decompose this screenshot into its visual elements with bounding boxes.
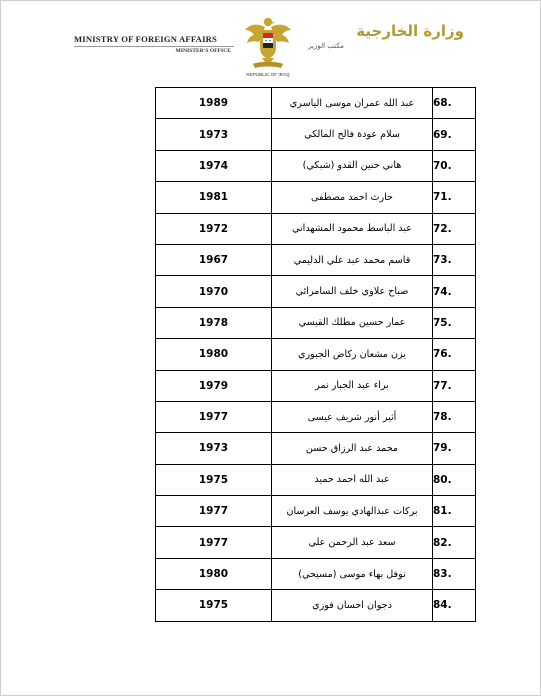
birth-year-cell: 1973 [156, 433, 272, 464]
table-row [156, 527, 476, 558]
table-row [156, 590, 476, 621]
person-name-cell: نوفل بهاء موسى (مسيحي) [272, 558, 433, 589]
row-number-cell: 81. [433, 496, 476, 527]
row-number-cell: 75. [433, 307, 476, 338]
office-name-english: MINISTER'S OFFICE [175, 48, 231, 54]
person-name-cell: عمار حسين مطلك القيسي [272, 307, 433, 338]
ministry-name-arabic: وزارة الخارجية [356, 22, 464, 40]
names-table [155, 87, 476, 622]
birth-year-cell: 1977 [156, 496, 272, 527]
row-number-cell: 84. [433, 590, 476, 621]
birth-year-cell: 1977 [156, 527, 272, 558]
person-name-cell: عبد الله احمد حميد [272, 464, 433, 495]
table-row [156, 244, 476, 275]
person-name-cell: سعد عبد الرحمن علي [272, 527, 433, 558]
birth-year-cell: 1967 [156, 244, 272, 275]
table-row [156, 370, 476, 401]
person-name-cell: يزن مشعان ركاض الجبوري [272, 339, 433, 370]
birth-year-cell: 1980 [156, 558, 272, 589]
row-number-cell: 72. [433, 213, 476, 244]
birth-year-cell: 1977 [156, 401, 272, 432]
row-number-cell: 68. [433, 88, 476, 119]
letterhead [0, 0, 541, 84]
row-number-cell: 73. [433, 244, 476, 275]
birth-year-cell: 1972 [156, 213, 272, 244]
office-name-arabic: مكتب الوزير [308, 42, 344, 50]
row-number-cell: 74. [433, 276, 476, 307]
table-row [156, 496, 476, 527]
table-row [156, 150, 476, 181]
table-row [156, 182, 476, 213]
table-row [156, 339, 476, 370]
emblem-caption: REPUBLIC OF IRAQ [246, 72, 290, 77]
birth-year-cell: 1974 [156, 150, 272, 181]
row-number-cell: 76. [433, 339, 476, 370]
table-row [156, 401, 476, 432]
birth-year-cell: 1973 [156, 119, 272, 150]
person-name-cell: قاسم محمد عبد علي الدليمي [272, 244, 433, 275]
table-row [156, 276, 476, 307]
names-table-body [156, 88, 476, 622]
table-row [156, 464, 476, 495]
birth-year-cell: 1978 [156, 307, 272, 338]
birth-year-cell: 1989 [156, 88, 272, 119]
letterhead-rule [74, 46, 234, 47]
person-name-cell: عبد الله عمران موسى الياسري [272, 88, 433, 119]
birth-year-cell: 1980 [156, 339, 272, 370]
person-name-cell: محمد عبد الرزاق حسن [272, 433, 433, 464]
row-number-cell: 69. [433, 119, 476, 150]
birth-year-cell: 1975 [156, 464, 272, 495]
table-row [156, 213, 476, 244]
person-name-cell: هاني حنين القدو (شبكي) [272, 150, 433, 181]
person-name-cell: براء عبد الجبار نمر [272, 370, 433, 401]
row-number-cell: 82. [433, 527, 476, 558]
iraq-eagle-emblem-icon [243, 14, 293, 76]
person-name-cell: أثير أنور شريف عيسى [272, 401, 433, 432]
row-number-cell: 79. [433, 433, 476, 464]
person-name-cell: بركات عبدالهادي يوسف العرسان [272, 496, 433, 527]
person-name-cell: دجوان احسان فوزي [272, 590, 433, 621]
ministry-name-english: MINISTRY OF FOREIGN AFFAIRS [74, 34, 218, 44]
person-name-cell: صباح علاوي خلف السامرائي [272, 276, 433, 307]
person-name-cell: حارث احمد مصطفى [272, 182, 433, 213]
table-row [156, 88, 476, 119]
birth-year-cell: 1975 [156, 590, 272, 621]
row-number-cell: 77. [433, 370, 476, 401]
row-number-cell: 71. [433, 182, 476, 213]
row-number-cell: 83. [433, 558, 476, 589]
table-row [156, 433, 476, 464]
birth-year-cell: 1979 [156, 370, 272, 401]
table-row [156, 558, 476, 589]
birth-year-cell: 1981 [156, 182, 272, 213]
row-number-cell: 78. [433, 401, 476, 432]
person-name-cell: سلام عودة فالح المالكي [272, 119, 433, 150]
table-row [156, 119, 476, 150]
person-name-cell: عبد الباسط محمود المشهداني [272, 213, 433, 244]
row-number-cell: 80. [433, 464, 476, 495]
table-row [156, 307, 476, 338]
row-number-cell: 70. [433, 150, 476, 181]
birth-year-cell: 1970 [156, 276, 272, 307]
